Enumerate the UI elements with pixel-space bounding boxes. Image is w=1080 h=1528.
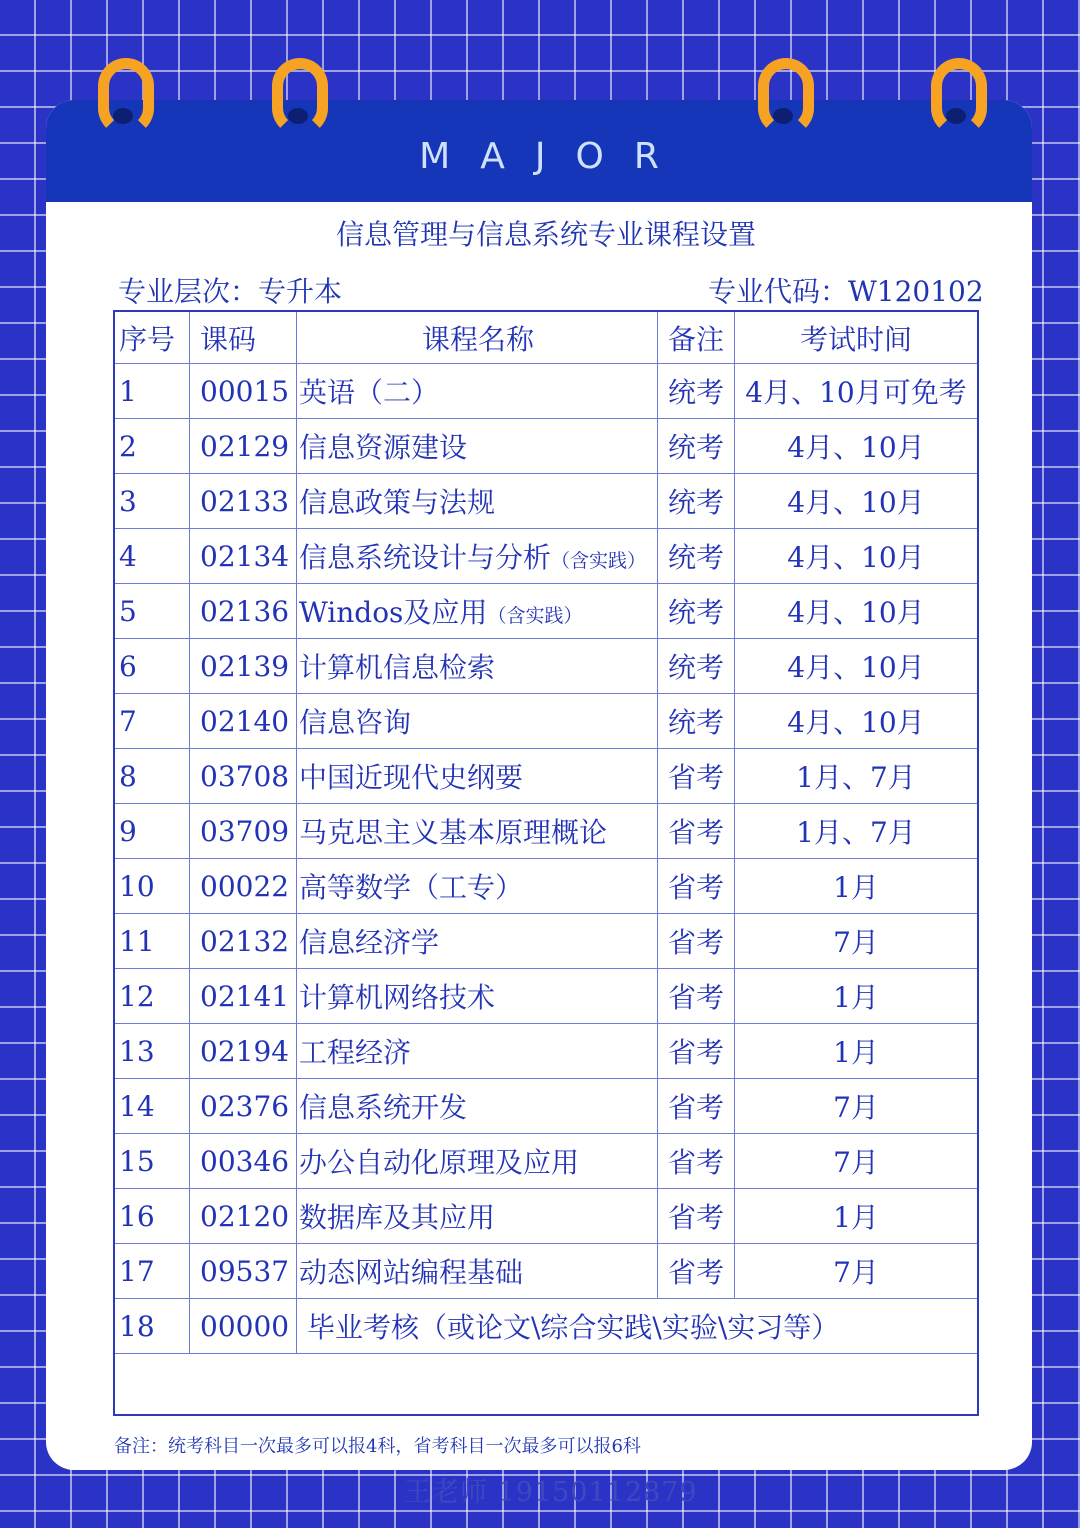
exam-type: 省考 xyxy=(658,1024,735,1079)
table-row xyxy=(115,969,977,1024)
exam-time: 7月 xyxy=(735,1079,978,1134)
course-name: 信息资源建设 xyxy=(299,431,468,464)
course-code: 02132 xyxy=(190,914,297,969)
course-name-cell xyxy=(297,364,658,419)
course-code: 00000 xyxy=(190,1299,297,1354)
exam-time: 1月、7月 xyxy=(735,749,978,804)
course-code: 02136 xyxy=(190,584,297,639)
table-row xyxy=(115,914,977,969)
footnote: 备注：统考科目一次最多可以报4科，省考科目一次最多可以报6科 xyxy=(114,1436,641,1457)
course-name: 英语（二） xyxy=(299,376,440,409)
table-row xyxy=(115,749,977,804)
course-code: 02141 xyxy=(190,969,297,1024)
row-number: 7 xyxy=(115,694,190,749)
table-row xyxy=(115,364,977,419)
column-header-course-name: 课程名称 xyxy=(297,312,658,364)
column-header-code: 课码 xyxy=(190,312,297,364)
course-code: 09537 xyxy=(190,1244,297,1299)
course-name-cell xyxy=(297,584,658,639)
exam-type: 省考 xyxy=(658,914,735,969)
major-level: 专业层次：专升本 xyxy=(118,275,343,308)
exam-type: 省考 xyxy=(658,1189,735,1244)
exam-time: 4月、10月 xyxy=(735,639,978,694)
table-row xyxy=(115,1024,977,1079)
course-name: 中国近现代史纲要 xyxy=(299,761,524,794)
document-title: 信息管理与信息系统专业课程设置 xyxy=(335,218,756,251)
exam-type: 统考 xyxy=(658,584,735,639)
row-number: 17 xyxy=(115,1244,190,1299)
row-number: 8 xyxy=(115,749,190,804)
table-row xyxy=(115,859,977,914)
binder-ring-icon xyxy=(272,58,328,136)
exam-type: 省考 xyxy=(658,749,735,804)
exam-time: 1月、7月 xyxy=(735,804,978,859)
course-code: 02140 xyxy=(190,694,297,749)
exam-time: 7月 xyxy=(735,1134,978,1189)
course-code: 02194 xyxy=(190,1024,297,1079)
course-name: 工程经济 xyxy=(299,1036,412,1069)
course-code: 03709 xyxy=(190,804,297,859)
course-code: 00015 xyxy=(190,364,297,419)
exam-time: 1月 xyxy=(735,969,978,1024)
course-name-cell xyxy=(297,969,658,1024)
row-number: 3 xyxy=(115,474,190,529)
exam-type: 统考 xyxy=(658,639,735,694)
course-name-cell xyxy=(297,1024,658,1079)
course-code: 03708 xyxy=(190,749,297,804)
course-name-cell xyxy=(297,474,658,529)
exam-time: 7月 xyxy=(735,914,978,969)
course-code: 00022 xyxy=(190,859,297,914)
exam-time: 4月、10月 xyxy=(735,694,978,749)
table-row xyxy=(115,1244,977,1299)
course-name-cell xyxy=(297,859,658,914)
table-header-row xyxy=(115,312,977,364)
exam-type: 统考 xyxy=(658,529,735,584)
row-number: 14 xyxy=(115,1079,190,1134)
row-number: 6 xyxy=(115,639,190,694)
course-practice-note: （含实践） xyxy=(551,550,647,572)
card-header xyxy=(46,100,1032,202)
table-row xyxy=(115,694,977,749)
course-name-cell xyxy=(297,639,658,694)
table-row xyxy=(115,419,977,474)
exam-type: 省考 xyxy=(658,1244,735,1299)
exam-time: 1月 xyxy=(735,859,978,914)
row-number: 1 xyxy=(115,364,190,419)
course-name: 马克思主义基本原理概论 xyxy=(299,816,608,849)
course-name: 信息系统设计与分析 xyxy=(299,541,552,574)
exam-time: 4月、10月 xyxy=(735,419,978,474)
course-name: 计算机网络技术 xyxy=(299,981,496,1014)
exam-time: 1月 xyxy=(735,1024,978,1079)
course-name: 计算机信息检索 xyxy=(299,651,496,684)
course-name-cell xyxy=(297,804,658,859)
exam-type: 统考 xyxy=(658,364,735,419)
exam-type: 统考 xyxy=(658,419,735,474)
exam-time: 1月 xyxy=(735,1189,978,1244)
binder-ring-icon xyxy=(758,58,814,136)
course-name: 动态网站编程基础 xyxy=(299,1256,524,1289)
course-name: 办公自动化原理及应用 xyxy=(299,1146,580,1179)
course-name-cell xyxy=(297,694,658,749)
course-code: 02133 xyxy=(190,474,297,529)
table-row xyxy=(115,474,977,529)
course-name-cell xyxy=(297,419,658,474)
exam-time: 7月 xyxy=(735,1244,978,1299)
table-body xyxy=(115,364,977,1299)
course-code: 02120 xyxy=(190,1189,297,1244)
exam-time: 4月、10月可免考 xyxy=(735,364,978,419)
row-number: 18 xyxy=(115,1299,190,1354)
course-name: 高等数学（工专） xyxy=(299,871,524,904)
course-code: 02134 xyxy=(190,529,297,584)
exam-type: 统考 xyxy=(658,474,735,529)
table-row xyxy=(115,1189,977,1244)
row-number: 10 xyxy=(115,859,190,914)
watermark: 王老师 19150112879 xyxy=(404,1477,698,1508)
exam-time: 4月、10月 xyxy=(735,474,978,529)
exam-type: 省考 xyxy=(658,1134,735,1189)
course-name: 信息经济学 xyxy=(299,926,440,959)
course-name: 信息咨询 xyxy=(299,706,412,739)
table-row xyxy=(115,1079,977,1134)
course-name: Windos及应用 xyxy=(299,596,488,629)
course-table xyxy=(113,310,979,1416)
course-name-cell xyxy=(297,529,658,584)
row-number: 2 xyxy=(115,419,190,474)
major-code: 专业代码：W120102 xyxy=(708,275,984,308)
binder-ring-icon xyxy=(98,58,154,136)
course-name-cell xyxy=(297,1134,658,1189)
course-code: 02129 xyxy=(190,419,297,474)
table-row xyxy=(115,1299,977,1354)
column-header-exam-time: 考试时间 xyxy=(735,312,978,364)
exam-time: 4月、10月 xyxy=(735,529,978,584)
course-name: 数据库及其应用 xyxy=(299,1201,496,1234)
row-number: 12 xyxy=(115,969,190,1024)
course-name: 毕业考核（或论文\综合实践\实验\实习等） xyxy=(297,1299,978,1354)
table-row xyxy=(115,529,977,584)
row-number: 9 xyxy=(115,804,190,859)
course-name-cell xyxy=(297,1189,658,1244)
course-name: 信息政策与法规 xyxy=(299,486,496,519)
column-header-note: 备注 xyxy=(658,312,735,364)
column-header-number: 序号 xyxy=(115,312,190,364)
row-number: 11 xyxy=(115,914,190,969)
course-code: 00346 xyxy=(190,1134,297,1189)
course-code: 02139 xyxy=(190,639,297,694)
header-title: MAJOR xyxy=(419,136,689,177)
row-number: 16 xyxy=(115,1189,190,1244)
course-name-cell xyxy=(297,749,658,804)
binder-ring-icon xyxy=(931,58,987,136)
exam-time: 4月、10月 xyxy=(735,584,978,639)
table-row xyxy=(115,639,977,694)
course-name-cell xyxy=(297,1079,658,1134)
course-name-cell xyxy=(297,1244,658,1299)
course-code: 02376 xyxy=(190,1079,297,1134)
row-number: 4 xyxy=(115,529,190,584)
exam-type: 省考 xyxy=(658,859,735,914)
course-practice-note: （含实践） xyxy=(487,605,583,627)
row-number: 5 xyxy=(115,584,190,639)
course-name: 信息系统开发 xyxy=(299,1091,468,1124)
course-name-cell xyxy=(297,914,658,969)
table-row xyxy=(115,804,977,859)
exam-type: 省考 xyxy=(658,1079,735,1134)
row-number: 15 xyxy=(115,1134,190,1189)
exam-type: 省考 xyxy=(658,969,735,1024)
table-row xyxy=(115,1134,977,1189)
table-row xyxy=(115,584,977,639)
exam-type: 省考 xyxy=(658,804,735,859)
row-number: 13 xyxy=(115,1024,190,1079)
exam-type: 统考 xyxy=(658,694,735,749)
